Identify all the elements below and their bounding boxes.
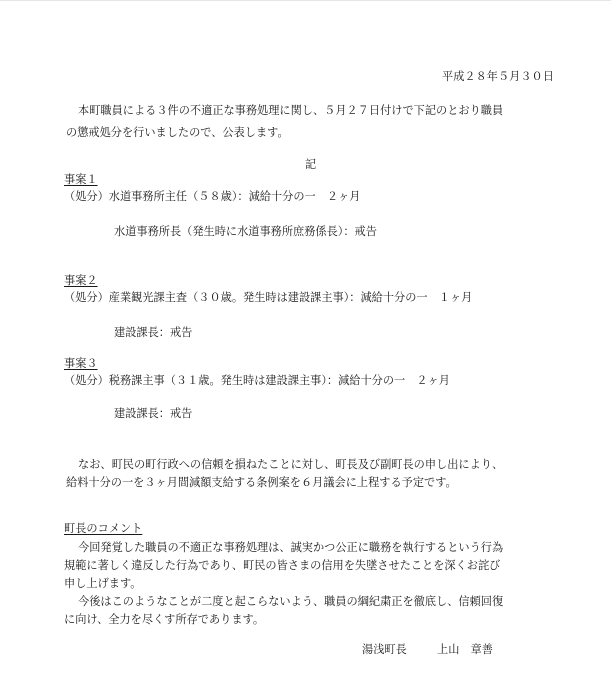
case-3-title: 事案３ [64,357,98,370]
note-line-1: なお、町民の町行政への信頼を損ねたことに対し、町長及び副町長の申し出により、 [78,458,504,471]
case-1-line: （処分）水道事務所主任（５８歳）：減給十分の一 ２ヶ月 [64,190,361,203]
page-top-edge [0,0,611,1]
comment-title: 町長のコメント [64,522,143,535]
note-line-2: 給料十分の一を３ヶ月間減額支給する条例案を６月議会に上程する予定です。 [66,476,457,489]
comment-p1-line-2: 規範に著しく違反した行為であり、町民の皆さまの信用を失墜させたことを深くお詫び [64,559,501,572]
case-2-title: 事案２ [64,274,98,287]
case-3-line: （処分）税務課主事（３１歳。発生時は建設課主事）：減給十分の一 ２ヶ月 [64,374,450,387]
comment-p1-line-3: 申し上げます。 [64,577,142,590]
signature-name: 上山 章善 [437,643,493,656]
comment-p1-line-1: 今回発覚した職員の不適正な事務処理は、誠実かつ公正に職務を執行するという行為 [78,541,504,554]
ki-heading: 記 [305,158,317,171]
intro-line-2: の懲戒処分を行いましたので、公表します。 [66,126,289,139]
document-date: 平成２８年５月３０日 [442,70,554,83]
case-3-sub: 建設課長：戒告 [114,407,193,420]
signature-title: 湯浅町長 [362,643,407,656]
comment-p2-line-2: に向け、全力を尽くす所存であります。 [64,613,265,626]
case-1-sub: 水道事務所長（発生時に水道事務所庶務係長）：戒告 [114,225,377,238]
case-1-title: 事案１ [64,173,98,186]
case-2-sub: 建設課長：戒告 [114,326,193,339]
case-2-line: （処分）産業観光課主査（３０歳。発生時は建設課主事）：減給十分の一 １ヶ月 [64,291,473,304]
comment-p2-line-1: 今後はこのようなことが二度と起こらないよう、職員の綱紀粛正を徹底し、信頼回復 [78,595,504,608]
intro-line-1: 本町職員による３件の不適正な事務処理に関し、５月２７日付けで下記のとおり職員 [78,104,504,117]
